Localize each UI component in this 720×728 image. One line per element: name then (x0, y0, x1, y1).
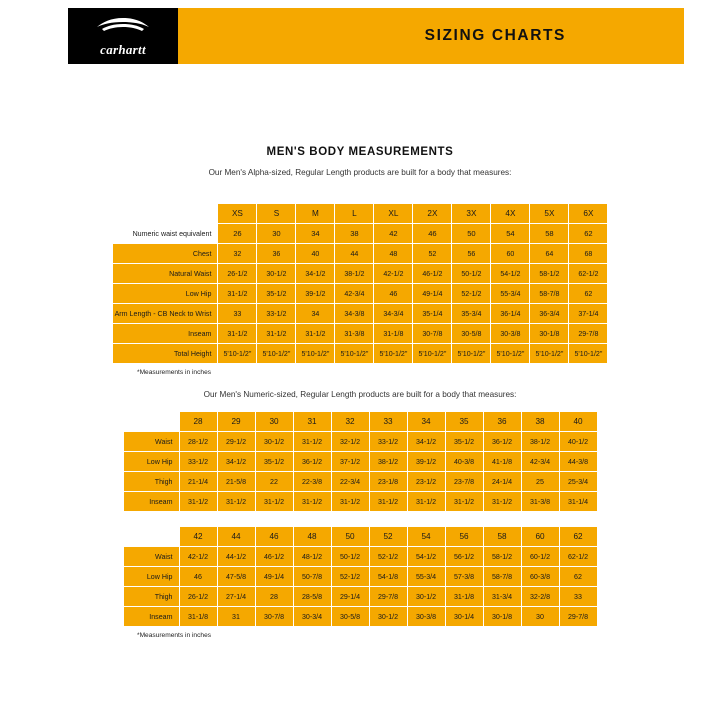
cell: 31-1/2 (445, 492, 483, 512)
cell: 31-1/8 (179, 607, 217, 627)
row-label: Waist (123, 547, 179, 567)
cell: 31-1/8 (445, 587, 483, 607)
cell: 42-3/4 (521, 452, 559, 472)
cell: 30-1/2 (369, 607, 407, 627)
cell: 30-5/8 (452, 324, 491, 344)
cell: 26-1/2 (218, 264, 257, 284)
numeric1-col-34: 34 (407, 412, 445, 432)
row-label: Low Hip (123, 567, 179, 587)
alpha-subtitle: Our Men's Alpha-sized, Regular Length products are built for a body that measures: (208, 168, 512, 177)
row-label: Numeric waist equivalent (112, 224, 218, 244)
table-row (112, 324, 608, 344)
carhartt-logo (68, 8, 178, 64)
cell: 46 (374, 284, 413, 304)
cell: 5'10-1/2" (335, 344, 374, 364)
numeric2-col-52: 52 (369, 527, 407, 547)
cell: 31-1/2 (296, 324, 335, 344)
table-row (123, 607, 597, 627)
cell: 33-1/2 (179, 452, 217, 472)
row-label: Low Hip (123, 452, 179, 472)
cell: 23-1/8 (369, 472, 407, 492)
cell: 28-1/2 (179, 432, 217, 452)
cell: 50 (452, 224, 491, 244)
cell: 32-1/2 (331, 432, 369, 452)
cell: 31-1/2 (179, 492, 217, 512)
cell: 31-3/8 (335, 324, 374, 344)
cell: 25-3/4 (559, 472, 597, 492)
alpha-table-wrap (0, 203, 720, 364)
table-row (123, 412, 597, 432)
cell: 31-1/8 (374, 324, 413, 344)
table-row (123, 432, 597, 452)
header-left-spacer (0, 8, 68, 64)
row-label: Chest (112, 244, 218, 264)
cell: 29-7/8 (369, 587, 407, 607)
cell: 5'10-1/2" (530, 344, 569, 364)
cell: 52-1/2 (369, 547, 407, 567)
numeric1-col-36: 36 (483, 412, 521, 432)
cell: 36-1/2 (293, 452, 331, 472)
cell: 30-1/4 (445, 607, 483, 627)
cell: 30-1/2 (257, 264, 296, 284)
cell: 64 (530, 244, 569, 264)
table-row (123, 567, 597, 587)
numeric1-col-29: 29 (217, 412, 255, 432)
cell: 46-1/2 (255, 547, 293, 567)
cell: 36 (257, 244, 296, 264)
cell: 42 (374, 224, 413, 244)
table-row (112, 244, 608, 264)
cell: 31-1/2 (217, 492, 255, 512)
cell: 29-7/8 (559, 607, 597, 627)
alpha-col-l: L (335, 204, 374, 224)
cell: 34-1/2 (407, 432, 445, 452)
sizing-chart-page (0, 8, 720, 728)
table-row (112, 284, 608, 304)
numeric2-col-56: 56 (445, 527, 483, 547)
cell: 5'10-1/2" (374, 344, 413, 364)
cell: 37-1/2 (331, 452, 369, 472)
cell: 34-1/2 (296, 264, 335, 284)
cell: 22-3/8 (293, 472, 331, 492)
cell: 5'10-1/2" (218, 344, 257, 364)
numeric2-col-50: 50 (331, 527, 369, 547)
cell: 30-1/2 (407, 587, 445, 607)
cell: 30-7/8 (255, 607, 293, 627)
cell: 34 (296, 304, 335, 324)
cell: 54-1/2 (407, 547, 445, 567)
numeric1-col-30: 30 (255, 412, 293, 432)
cell: 57-3/8 (445, 567, 483, 587)
alpha-col-s: S (257, 204, 296, 224)
cell: 27-1/4 (217, 587, 255, 607)
cell: 31-1/2 (218, 324, 257, 344)
table-row (123, 527, 597, 547)
cell: 56-1/2 (445, 547, 483, 567)
numeric1-col-33: 33 (369, 412, 407, 432)
cell: 58-7/8 (530, 284, 569, 304)
cell: 52-1/2 (452, 284, 491, 304)
numeric-table-1-wrap (0, 411, 720, 512)
cell: 31 (217, 607, 255, 627)
numeric2-col-60: 60 (521, 527, 559, 547)
cell: 52-1/2 (331, 567, 369, 587)
row-label: Low Hip (112, 284, 218, 304)
cell: 30-3/8 (491, 324, 530, 344)
cell: 58-1/2 (530, 264, 569, 284)
cell: 30-1/8 (530, 324, 569, 344)
cell: 5'10-1/2" (491, 344, 530, 364)
row-label: Thigh (123, 587, 179, 607)
cell: 21-5/8 (217, 472, 255, 492)
cell: 38-1/2 (521, 432, 559, 452)
header-banner (178, 8, 684, 64)
cell: 31-1/2 (293, 432, 331, 452)
cell: 42-3/4 (335, 284, 374, 304)
cell: 35-1/2 (445, 432, 483, 452)
numeric-table-2-wrap (0, 526, 720, 627)
cell: 34 (296, 224, 335, 244)
numeric-size-table-1 (123, 411, 598, 512)
cell: 23-7/8 (445, 472, 483, 492)
cell: 5'10-1/2" (569, 344, 608, 364)
cell: 24-1/4 (483, 472, 521, 492)
cell: 62 (559, 567, 597, 587)
cell: 38-1/2 (335, 264, 374, 284)
cell: 46 (413, 224, 452, 244)
page-header (0, 8, 720, 64)
alpha-col-4x: 4X (491, 204, 530, 224)
table-row (123, 492, 597, 512)
cell: 29-1/2 (217, 432, 255, 452)
alpha-col-xs: XS (218, 204, 257, 224)
numeric-size-table-2 (123, 526, 598, 627)
cell: 54-1/2 (491, 264, 530, 284)
numeric2-col-42: 42 (179, 527, 217, 547)
cell: 29-7/8 (569, 324, 608, 344)
row-label: Natural Waist (112, 264, 218, 284)
cell: 30 (521, 607, 559, 627)
numeric-footnote: *Measurements in inches (137, 632, 212, 639)
cell: 34-3/8 (335, 304, 374, 324)
cell: 37-1/4 (569, 304, 608, 324)
cell: 30-3/4 (293, 607, 331, 627)
numeric2-col-46: 46 (255, 527, 293, 547)
alpha-col-m: M (296, 204, 335, 224)
alpha-corner-cell (112, 204, 218, 224)
cell: 31-1/2 (257, 324, 296, 344)
cell: 62-1/2 (569, 264, 608, 284)
row-label: Inseam (123, 492, 179, 512)
numeric1-col-31: 31 (293, 412, 331, 432)
cell: 23-1/2 (407, 472, 445, 492)
cell: 36-1/4 (491, 304, 530, 324)
cell: 46-1/2 (413, 264, 452, 284)
cell: 62 (569, 224, 608, 244)
cell: 47-5/8 (217, 567, 255, 587)
page-content (0, 146, 720, 639)
cell: 44-1/2 (217, 547, 255, 567)
cell: 34-3/4 (374, 304, 413, 324)
cell: 40 (296, 244, 335, 264)
table-row (112, 224, 608, 244)
cell: 54 (491, 224, 530, 244)
cell: 35-3/4 (452, 304, 491, 324)
numeric2-col-44: 44 (217, 527, 255, 547)
numeric-subtitle: Our Men's Numeric-sized, Regular Length products are built for a body that measures: (203, 390, 517, 399)
row-label: Thigh (123, 472, 179, 492)
cell: 31-1/4 (559, 492, 597, 512)
cell: 26-1/2 (179, 587, 217, 607)
cell: 38 (335, 224, 374, 244)
numeric1-col-40: 40 (559, 412, 597, 432)
cell: 60 (491, 244, 530, 264)
cell: 5'10-1/2" (257, 344, 296, 364)
row-label: Waist (123, 432, 179, 452)
cell: 48 (374, 244, 413, 264)
cell: 58-7/8 (483, 567, 521, 587)
alpha-col-xl: XL (374, 204, 413, 224)
cell: 39-1/2 (296, 284, 335, 304)
cell: 62 (569, 284, 608, 304)
cell: 35-1/2 (257, 284, 296, 304)
row-label: Inseam (123, 607, 179, 627)
section-title: MEN'S BODY MEASUREMENTS (266, 146, 454, 158)
cell: 31-3/4 (483, 587, 521, 607)
cell: 30-1/8 (483, 607, 521, 627)
cell: 31-1/2 (331, 492, 369, 512)
row-label: Inseam (112, 324, 218, 344)
cell: 58 (530, 224, 569, 244)
cell: 32 (218, 244, 257, 264)
alpha-size-table (112, 203, 609, 364)
cell: 28 (255, 587, 293, 607)
cell: 40-3/8 (445, 452, 483, 472)
numeric2-col-54: 54 (407, 527, 445, 547)
table-row (112, 344, 608, 364)
cell: 41-1/8 (483, 452, 521, 472)
cell: 38-1/2 (369, 452, 407, 472)
cell: 39-1/2 (407, 452, 445, 472)
alpha-col-5x: 5X (530, 204, 569, 224)
cell: 31-1/2 (407, 492, 445, 512)
carhartt-c-icon (81, 16, 165, 38)
cell: 30-3/8 (407, 607, 445, 627)
cell: 49-1/4 (413, 284, 452, 304)
cell: 22-3/4 (331, 472, 369, 492)
cell: 30-5/8 (331, 607, 369, 627)
cell: 30-1/2 (255, 432, 293, 452)
table-row (112, 204, 608, 224)
cell: 28-5/8 (293, 587, 331, 607)
cell: 54-1/8 (369, 567, 407, 587)
carhartt-wordmark: carhartt (100, 42, 146, 57)
cell: 49-1/4 (255, 567, 293, 587)
cell: 42-1/2 (374, 264, 413, 284)
cell: 55-3/4 (407, 567, 445, 587)
cell: 50-1/2 (331, 547, 369, 567)
row-label: Arm Length - CB Neck to Wrist (112, 304, 218, 324)
page-title: SIZING CHARTS (424, 27, 566, 44)
cell: 44-3/8 (559, 452, 597, 472)
cell: 48-1/2 (293, 547, 331, 567)
cell: 56 (452, 244, 491, 264)
cell: 5'10-1/2" (413, 344, 452, 364)
cell: 5'10-1/2" (452, 344, 491, 364)
numeric1-col-35: 35 (445, 412, 483, 432)
numeric2-corner-cell (123, 527, 179, 547)
numeric1-col-32: 32 (331, 412, 369, 432)
cell: 35-1/2 (255, 452, 293, 472)
numeric2-col-48: 48 (293, 527, 331, 547)
cell: 31-1/2 (369, 492, 407, 512)
numeric2-col-62: 62 (559, 527, 597, 547)
cell: 32-2/8 (521, 587, 559, 607)
cell: 36-1/2 (483, 432, 521, 452)
cell: 35-1/4 (413, 304, 452, 324)
cell: 31-1/2 (483, 492, 521, 512)
cell: 50-7/8 (293, 567, 331, 587)
table-row (123, 587, 597, 607)
table-row (112, 304, 608, 324)
cell: 52 (413, 244, 452, 264)
table-row (123, 472, 597, 492)
cell: 62-1/2 (559, 547, 597, 567)
table-row (123, 452, 597, 472)
cell: 22 (255, 472, 293, 492)
cell: 44 (335, 244, 374, 264)
cell: 36-3/4 (530, 304, 569, 324)
cell: 50-1/2 (452, 264, 491, 284)
cell: 42-1/2 (179, 547, 217, 567)
cell: 34-1/2 (217, 452, 255, 472)
alpha-col-6x: 6X (569, 204, 608, 224)
cell: 33-1/2 (257, 304, 296, 324)
cell: 25 (521, 472, 559, 492)
cell: 58-1/2 (483, 547, 521, 567)
numeric1-col-28: 28 (179, 412, 217, 432)
cell: 60-3/8 (521, 567, 559, 587)
cell: 46 (179, 567, 217, 587)
header-right-spacer (684, 8, 720, 64)
cell: 29-1/4 (331, 587, 369, 607)
cell: 31-3/8 (521, 492, 559, 512)
row-label: Total Height (112, 344, 218, 364)
cell: 31-1/2 (293, 492, 331, 512)
cell: 33 (218, 304, 257, 324)
numeric2-col-58: 58 (483, 527, 521, 547)
cell: 55-3/4 (491, 284, 530, 304)
numeric1-col-38: 38 (521, 412, 559, 432)
logo-mark (81, 16, 165, 56)
cell: 5'10-1/2" (296, 344, 335, 364)
cell: 33 (559, 587, 597, 607)
cell: 60-1/2 (521, 547, 559, 567)
cell: 30 (257, 224, 296, 244)
cell: 26 (218, 224, 257, 244)
cell: 40-1/2 (559, 432, 597, 452)
table-row (123, 547, 597, 567)
cell: 33-1/2 (369, 432, 407, 452)
alpha-footnote: *Measurements in inches (137, 369, 212, 376)
table-row (112, 264, 608, 284)
cell: 68 (569, 244, 608, 264)
cell: 31-1/2 (218, 284, 257, 304)
numeric1-corner-cell (123, 412, 179, 432)
cell: 30-7/8 (413, 324, 452, 344)
alpha-col-3x: 3X (452, 204, 491, 224)
alpha-col-2x: 2X (413, 204, 452, 224)
cell: 21-1/4 (179, 472, 217, 492)
cell: 31-1/2 (255, 492, 293, 512)
